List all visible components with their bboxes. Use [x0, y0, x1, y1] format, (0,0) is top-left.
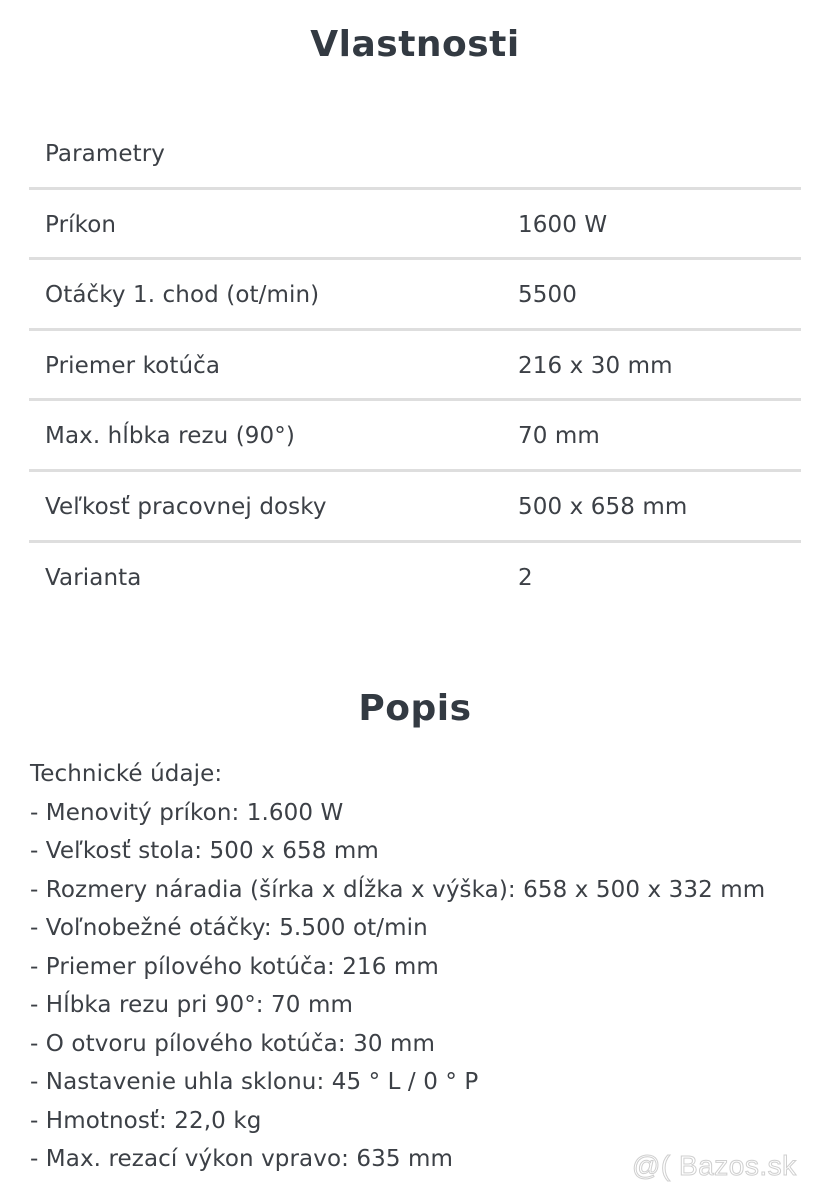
table-header-row: [29, 119, 801, 190]
description-line: - Hĺbka rezu pri 90°: 70 mm: [30, 992, 353, 1018]
description-text: [30, 755, 820, 1179]
table-row: [29, 331, 801, 402]
description-line: Technické údaje:: [30, 761, 223, 787]
description-line: - Rozmery náradia (šírka x dĺžka x výška): 658 x 500 x 332 mm: [30, 876, 766, 903]
row-value: 500 x 658 mm: [518, 493, 688, 520]
description-heading: Popis: [358, 688, 472, 729]
row-value: 216 x 30 mm: [518, 352, 673, 379]
description-line: - Voľnobežné otáčky: 5.500 ot/min: [30, 915, 428, 941]
properties-heading: Vlastnosti: [310, 24, 520, 65]
row-label: Otáčky 1. chod (ot/min): [45, 282, 320, 309]
description-line: - Priemer pílového kotúča: 216 mm: [30, 953, 439, 980]
table-row: [29, 472, 801, 543]
properties-table: [29, 119, 801, 613]
bazos-watermark: @( Bazos.sk: [632, 1150, 797, 1181]
row-label: Priemer kotúča: [45, 352, 221, 379]
table-row: [29, 190, 801, 261]
table-row: [29, 401, 801, 472]
row-label: Max. hĺbka rezu (90°): [45, 423, 295, 450]
table-row: [29, 260, 801, 331]
table-row: [29, 543, 801, 614]
table-header-label: Parametry: [45, 141, 166, 167]
description-line: - Menovitý príkon: 1.600 W: [30, 799, 344, 826]
row-value: 5500: [518, 282, 577, 309]
row-value: 70 mm: [518, 423, 600, 450]
description-line: - Veľkosť stola: 500 x 658 mm: [30, 838, 379, 864]
description-line: - O otvoru pílového kotúča: 30 mm: [30, 1030, 435, 1057]
row-label: Veľkosť pracovnej dosky: [45, 493, 327, 520]
row-value: 1600 W: [518, 211, 608, 238]
description-line: - Max. rezací výkon vpravo: 635 mm: [30, 1146, 454, 1172]
row-label: Varianta: [45, 564, 142, 591]
row-label: Príkon: [45, 211, 117, 238]
row-value: 2: [518, 564, 533, 591]
description-line: - Hmotnosť: 22,0 kg: [30, 1107, 262, 1134]
description-line: - Nastavenie uhla sklonu: 45 ° L / 0 ° P: [30, 1069, 479, 1095]
